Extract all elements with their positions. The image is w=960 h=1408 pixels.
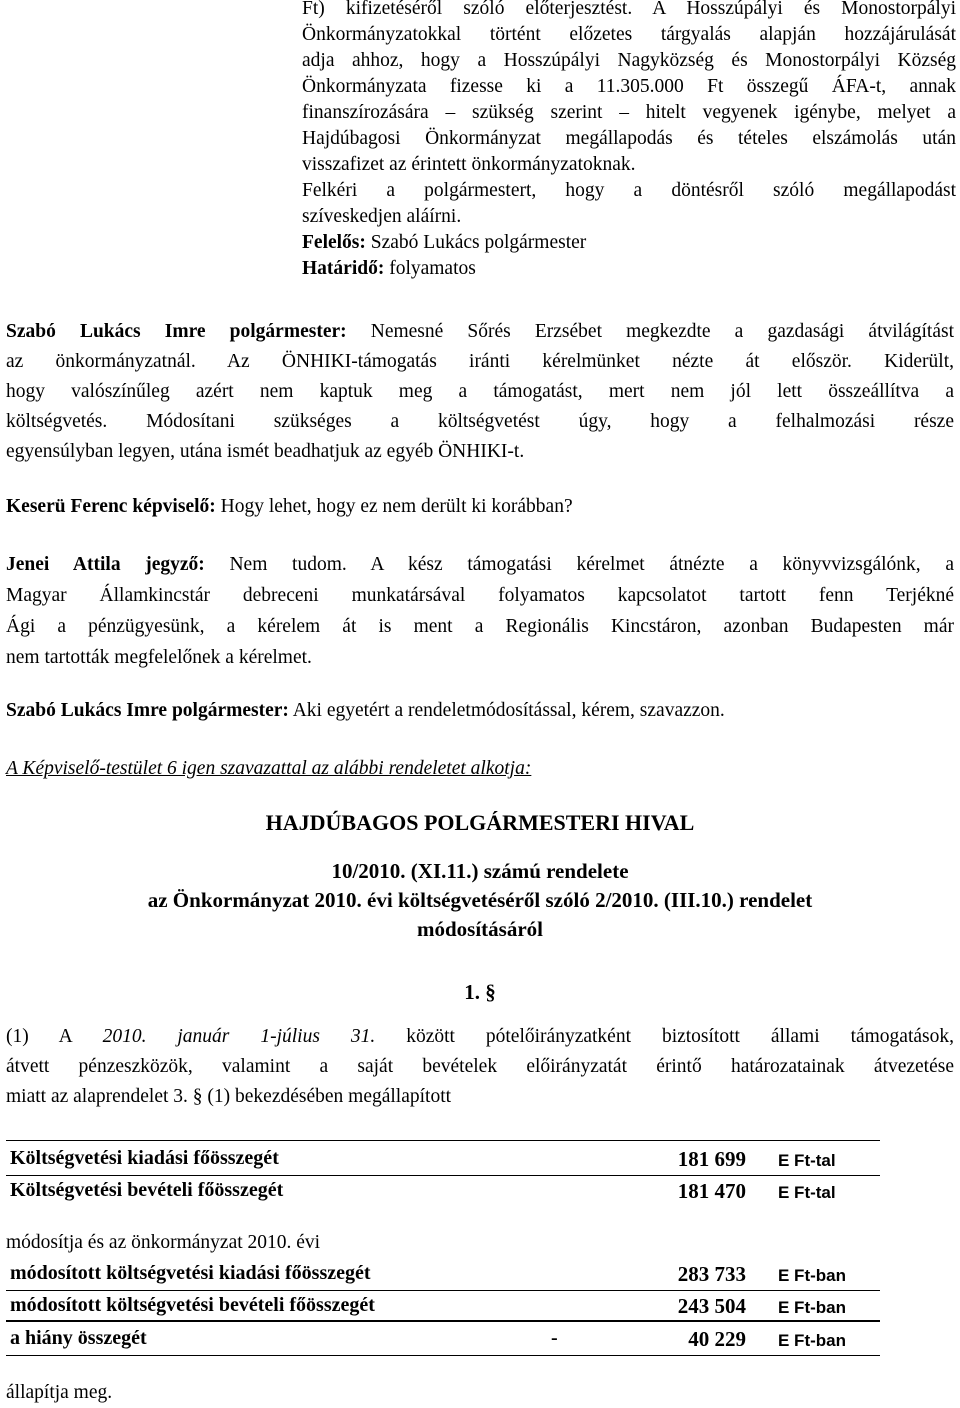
decree-number: 10/2010. (XI.11.) számú rendelete: [331, 859, 629, 883]
text-line: az önkormányzatnál. Az ÖNHIKI-támogatás iránti kérelmünket nézte át először. Kiderült,: [6, 351, 954, 372]
text-line: [6, 549, 954, 580]
text-segment: Aki egyetért a rendeletmódosítással, kérem, szavazzon.: [288, 700, 725, 721]
mayor-statement-2: [6, 696, 954, 726]
section-number: 1. §: [464, 980, 496, 1004]
table-rule: [6, 1175, 880, 1176]
deadline-label: Határidő:: [302, 258, 385, 279]
decree-subject-cont: módosításáról: [417, 917, 543, 941]
table-row: [6, 1294, 846, 1322]
mayor-statement-1: [6, 317, 954, 467]
resolution-text-block: [302, 0, 956, 282]
closing-text: állapítja meg.: [6, 1382, 113, 1403]
row-label: módosított költségvetési kiadási főösszegét: [10, 1262, 371, 1284]
deadline-value: folyamatos: [384, 258, 476, 279]
speaker-name: Jenei Attila jegyző:: [6, 554, 205, 575]
date-range: 2010. január 1-július 31.: [102, 1026, 376, 1047]
table-rule: [6, 1140, 880, 1141]
text-segment: Hogy lehet, hogy ez nem derült ki korábban?: [215, 496, 573, 517]
deadline-line: [302, 256, 956, 282]
row-unit: E Ft-ban: [778, 1331, 846, 1350]
row-label: módosított költségvetési bevételi főösszegét: [10, 1294, 375, 1316]
speaker-name: Szabó Lukács Imre polgármester:: [6, 321, 347, 342]
text-line: átvett pénzeszközök, valamint a saját bevételek előirányzatát érintő határozatainak átvezetése: [6, 1056, 954, 1077]
office-heading: HAJDÚBAGOS POLGÁRMESTERI HIVAL: [265, 810, 695, 835]
table-row: [6, 1179, 836, 1207]
text-line: finanszírozására – szükség szerint – hitelt vegyenek igénybe, melyet a: [302, 102, 956, 123]
table-row: [6, 1262, 846, 1290]
text-line: hogy valószínűleg azért nem kaptuk meg a támogatást, mert nem jól lett összeállítva a: [6, 381, 954, 402]
text-line: költségvetés. Módosítani szükséges a költségvetést úgy, hogy a felhalmozási része: [6, 411, 954, 432]
text-segment: Nem tudom. A kész támogatási kérelmet átnézte a könyvvizsgálónk, a: [204, 554, 954, 575]
councillor-question: [6, 492, 954, 522]
table-rule: [6, 1290, 880, 1291]
table-rule: [6, 1355, 880, 1356]
table-row: [6, 1147, 836, 1175]
text-line: Ági a pénzügyesünk, a kérelem át is ment a Regionális Kincstáron, azonban Budapesten már: [6, 616, 954, 637]
text-line: Önkormányzata fizesse ki a 11.305.000 Ft összegű ÁFA-t, annak: [302, 76, 956, 97]
responsible-line: [302, 230, 956, 256]
row-value: 40 229: [688, 1327, 746, 1351]
row-unit: E Ft-tal: [778, 1183, 836, 1202]
text-line: Önkormányzatokkal történt előzetes tárgyalás alapján hozzájárulását: [302, 24, 956, 45]
speaker-name: Keserü Ferenc képviselő:: [6, 496, 216, 517]
text-line: [6, 492, 954, 522]
deficit-row: [6, 1327, 846, 1355]
row-label: Költségvetési bevételi főösszegét: [10, 1179, 284, 1201]
text-segment: (1) A: [6, 1026, 103, 1047]
responsible-value: Szabó Lukács polgármester: [365, 232, 587, 253]
text-line: nem tartották megfelelőnek a kérelmet.: [6, 647, 312, 668]
text-line: adja ahhoz, hogy a Hosszúpályi Nagyközség és Monostorpályi Község: [302, 50, 956, 71]
text-line: [6, 696, 954, 726]
text-line: [6, 1022, 954, 1052]
mid-text: módosítja és az önkormányzat 2010. évi: [6, 1232, 321, 1253]
text-line: [6, 317, 954, 347]
decree-title: [0, 857, 960, 944]
row-value: 283 733: [677, 1262, 746, 1286]
row-value: 243 504: [677, 1294, 746, 1318]
speaker-name: Szabó Lukács Imre polgármester:: [6, 700, 289, 721]
row-value: 181 470: [677, 1179, 746, 1203]
row-unit: E Ft-ban: [778, 1266, 846, 1285]
section-text: [6, 1022, 954, 1112]
row-unit: E Ft-ban: [778, 1298, 846, 1317]
text-line: egyensúlyban legyen, utána ismét beadhatjuk az egyéb ÖNHIKI-t.: [6, 441, 525, 462]
notary-statement: [6, 549, 954, 673]
text-line: visszafizet az érintett önkormányzatoknak.: [302, 154, 636, 175]
text-segment: között pótelőirányzatként biztosított állami támogatások,: [375, 1026, 954, 1047]
deficit-sign: -: [551, 1327, 558, 1349]
text-line: Felkéri a polgármestert, hogy a döntésről szóló megállapodást: [302, 180, 956, 201]
text-segment: Nemesné Sőrés Erzsébet megkezdte a gazdasági átvilágítást: [346, 321, 954, 342]
decree-subject: az Önkormányzat 2010. évi költségvetéséről szóló 2/2010. (III.10.) rendelet: [147, 888, 813, 912]
table-rule: [6, 1320, 880, 1322]
vote-result: A Képviselő-testület 6 igen szavazattal az alábbi rendeletet alkotja:: [6, 758, 532, 779]
text-line: miatt az alaprendelet 3. § (1) bekezdésében megállapított: [6, 1086, 452, 1107]
row-value: 181 699: [677, 1147, 746, 1171]
text-line: szíveskedjen aláírni.: [302, 206, 462, 227]
responsible-label: Felelős:: [302, 232, 366, 253]
text-line: Magyar Államkincstár debreceni munkatársával folyamatos kapcsolatot tartott fenn Terjékné: [6, 585, 954, 606]
text-line: Hajdúbagosi Önkormányzat megállapodás és tételes elszámolás után: [302, 128, 956, 149]
row-unit: E Ft-tal: [778, 1151, 836, 1170]
row-label: a hiány összegét: [10, 1327, 147, 1349]
row-label: Költségvetési kiadási főösszegét: [10, 1147, 279, 1169]
text-line: Ft) kifizetéséről szóló előterjesztést. A Hosszúpályi és Monostorpályi: [302, 0, 956, 19]
